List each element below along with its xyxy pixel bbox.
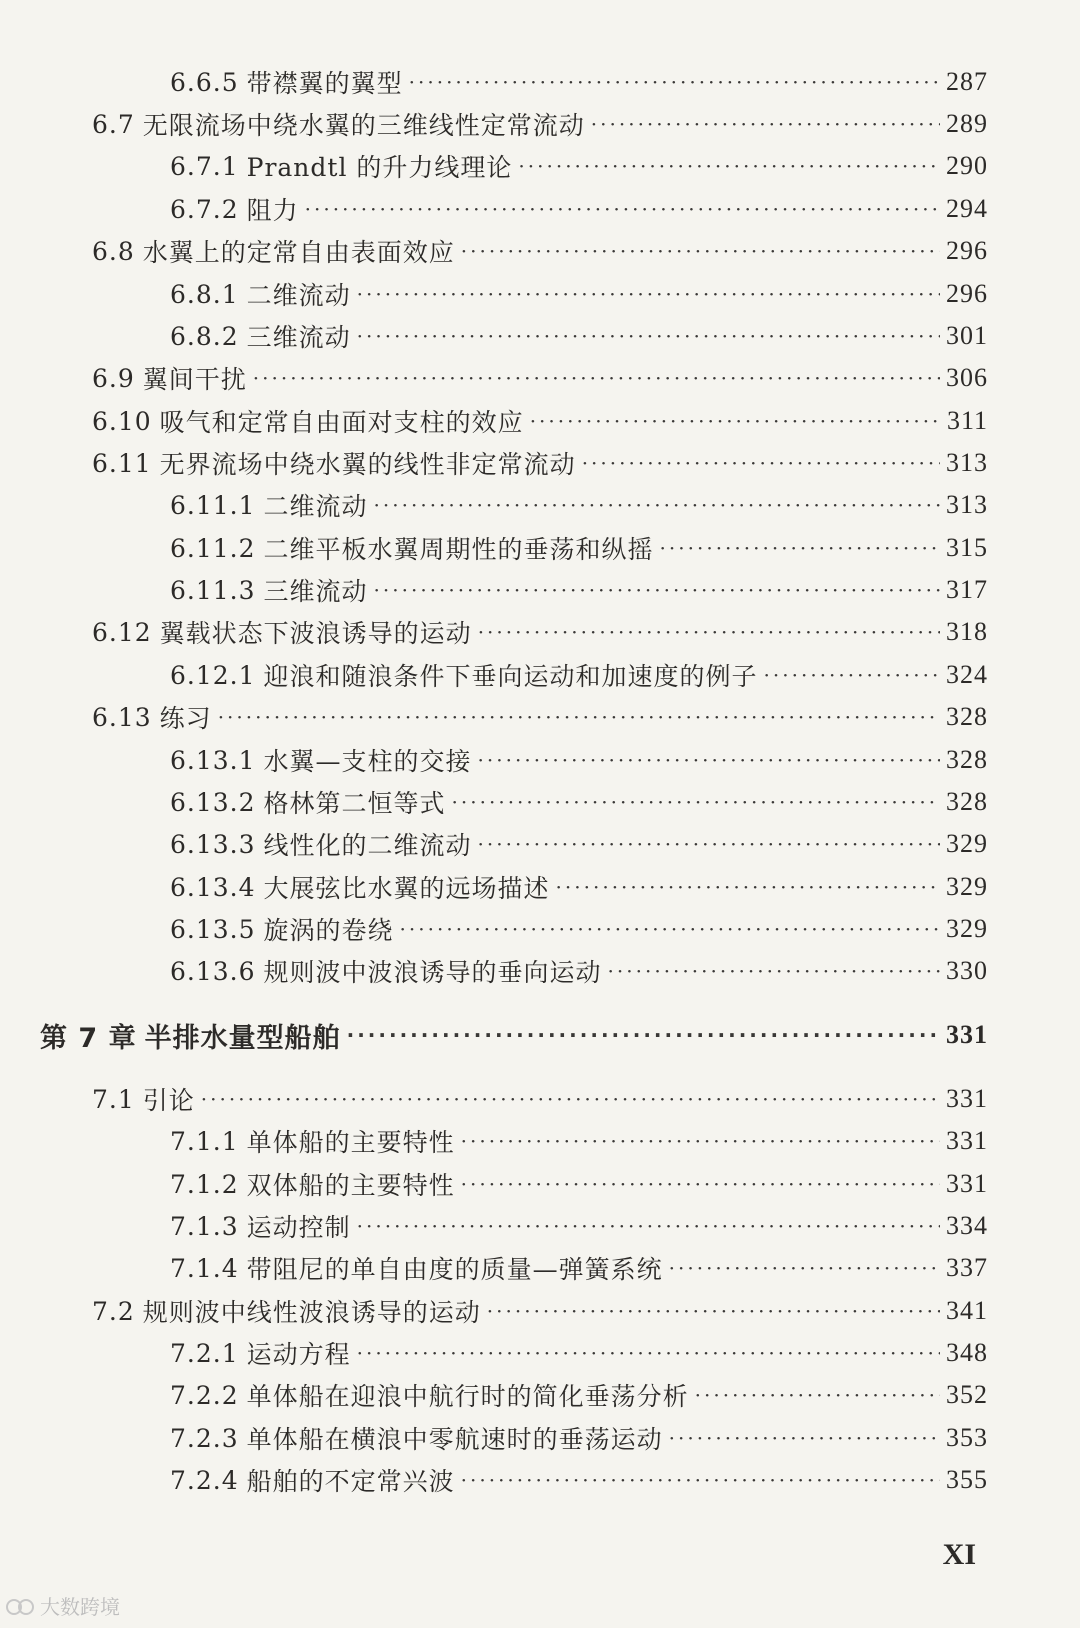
watermark-text: 大数跨境: [40, 1595, 120, 1619]
toc-entry-page: 306: [946, 363, 988, 392]
toc-leader-dots: [669, 1418, 940, 1458]
toc-entry-page: 318: [946, 617, 988, 646]
toc-entry-title: 规则波中线性波浪诱导的运动: [142, 1298, 481, 1327]
toc-leader-dots: [305, 189, 940, 229]
toc-entry-page: 355: [946, 1465, 988, 1494]
toc-entry: [170, 1460, 988, 1500]
toc-entry-title: 无限流场中绕水翼的三维线性定常流动: [142, 111, 585, 140]
toc-entry-page: 287: [946, 67, 988, 96]
toc-entry-number: 7.2: [92, 1296, 135, 1326]
toc-entry: [92, 1079, 988, 1119]
toc-entry-page: 324: [946, 660, 988, 689]
toc-entry: [170, 62, 988, 102]
toc-entry-title: 格林第二恒等式: [263, 789, 446, 818]
toc-entry: [170, 146, 988, 186]
toc-entry-title: 运动方程: [246, 1340, 351, 1369]
toc-entry-page: 329: [946, 829, 988, 858]
toc-entry: [92, 104, 988, 144]
toc-entry-page: 313: [946, 448, 988, 477]
toc-entry-page: 315: [946, 533, 988, 562]
toc-entry: [170, 485, 988, 525]
toc-entry-number: 7.2.1: [170, 1338, 239, 1368]
toc-entry-page: 296: [946, 236, 988, 265]
toc-entry-title: 船舶的不定常兴波: [246, 1467, 455, 1496]
toc-leader-dots: [478, 824, 940, 864]
toc-entry: [40, 1015, 988, 1055]
toc-entry-title: 旋涡的卷绕: [263, 916, 394, 945]
toc-leader-dots: [591, 104, 940, 144]
toc-entry-number: 6.13.6: [170, 956, 256, 986]
toc-entry: [170, 189, 988, 229]
toc-entry-number: 6.13: [92, 702, 152, 732]
toc-entry: [170, 1375, 988, 1415]
toc-entry-page: 331: [946, 1126, 988, 1155]
toc-entry: [170, 1164, 988, 1204]
toc-entry-title: 大展弦比水翼的远场描述: [263, 874, 550, 903]
toc-entry-title: 二维流动: [246, 281, 351, 310]
toc-entry-number: 6.7.1: [170, 151, 239, 181]
toc-entry: [170, 909, 988, 949]
toc-entry-number: 6.12: [92, 617, 152, 647]
toc-entry-number: 7.2.3: [170, 1423, 239, 1453]
toc-entry: [92, 697, 988, 737]
toc-entry: [92, 231, 988, 271]
toc-leader-dots: [461, 1121, 940, 1161]
toc-entry-page: 301: [946, 321, 988, 350]
toc-entry: [170, 274, 988, 314]
toc-entry-number: 6.6.5: [170, 67, 239, 97]
toc-leader-dots: [556, 867, 940, 907]
toc-entry: [170, 1206, 988, 1246]
toc-entry-number: 6.7: [92, 109, 135, 139]
watermark: [6, 1591, 120, 1620]
toc-entry-number: 6.8.1: [170, 279, 239, 309]
toc-leader-dots: [357, 1333, 940, 1373]
toc-leader-dots: [461, 1460, 940, 1500]
toc-entry-title: 单体船的主要特性: [246, 1128, 455, 1157]
toc-entry: [170, 655, 988, 695]
toc-entry: [170, 867, 988, 907]
toc-entry-number: 6.11: [92, 448, 152, 478]
toc-entry-number: 7.1.1: [170, 1126, 239, 1156]
toc-leader-dots: [669, 1248, 940, 1288]
toc-entry-title: 翼间干扰: [142, 365, 247, 394]
toc-entry-page: 329: [946, 872, 988, 901]
toc-entry-number: 6.11.2: [170, 533, 256, 563]
toc-entry: [92, 443, 988, 483]
toc-entry-title: 单体船在迎浪中航行时的简化垂荡分析: [246, 1382, 689, 1411]
toc-entry-page: 290: [946, 151, 988, 180]
toc-entry-number: 6.8.2: [170, 321, 239, 351]
toc-entry-number: 7.1.2: [170, 1169, 239, 1199]
toc-entry-page: 313: [946, 490, 988, 519]
toc-entry-number: 第 7 章: [40, 1022, 137, 1054]
toc-entry-title: 迎浪和随浪条件下垂向运动和加速度的例子: [263, 662, 758, 691]
toc-entry: [92, 358, 988, 398]
toc-leader-dots: [518, 146, 940, 186]
toc-entry-number: 6.8: [92, 236, 135, 266]
toc-entry-number: 7.1.4: [170, 1253, 239, 1283]
toc-entry-number: 6.11.3: [170, 575, 256, 605]
toc-entry-title: 运动控制: [246, 1213, 351, 1242]
toc-entry-page: 289: [946, 109, 988, 138]
toc-entry-title: 阻力: [246, 196, 299, 225]
toc-leader-dots: [530, 401, 941, 441]
toc-entry-page: 317: [946, 575, 988, 604]
toc-leader-dots: [218, 697, 940, 737]
toc-entry-title: 半排水量型船舶: [144, 1022, 341, 1054]
toc-entry-number: 6.10: [92, 406, 152, 436]
toc-entry-title: 单体船在横浪中零航速时的垂荡运动: [246, 1425, 663, 1454]
toc-entry-title: Prandtl 的升力线理论: [246, 153, 513, 182]
toc-entry-number: 7.1.3: [170, 1211, 239, 1241]
toc-entry: [92, 1291, 988, 1331]
toc-entry-page: 348: [946, 1338, 988, 1367]
toc-entry: [170, 316, 988, 356]
toc-leader-dots: [478, 612, 940, 652]
toc-entry: [170, 1121, 988, 1161]
toc-leader-dots: [357, 274, 940, 314]
toc-entry-page: 337: [946, 1253, 988, 1282]
toc-leader-dots: [582, 443, 940, 483]
toc-leader-dots: [374, 485, 940, 525]
toc-entry-title: 无界流场中绕水翼的线性非定常流动: [159, 450, 576, 479]
toc-entry-title: 二维流动: [263, 492, 368, 521]
toc-entry-number: 6.13.4: [170, 872, 256, 902]
toc-entry-title: 翼载状态下波浪诱导的运动: [159, 619, 472, 648]
toc-entry-number: 7.1: [92, 1084, 135, 1114]
toc-entry-page: 341: [946, 1296, 988, 1325]
toc-entry-number: 7.2.2: [170, 1380, 239, 1410]
toc-entry-number: 6.7.2: [170, 194, 239, 224]
toc-leader-dots: [409, 62, 940, 102]
toc-entry: [170, 528, 988, 568]
toc-entry-title: 带阻尼的单自由度的质量—弹簧系统: [246, 1255, 663, 1284]
toc-entry-page: 294: [946, 194, 988, 223]
toc-entry-title: 引论: [142, 1086, 195, 1115]
toc-entry-title: 吸气和定常自由面对支柱的效应: [159, 408, 524, 437]
toc-leader-dots: [201, 1079, 940, 1119]
toc-entry-number: 6.13.3: [170, 829, 256, 859]
toc-entry-number: 6.13.2: [170, 787, 256, 817]
page-number-footer: XI: [942, 1538, 976, 1571]
toc-entry-title: 三维流动: [246, 323, 351, 352]
toc-leader-dots: [452, 782, 940, 822]
toc-leader-dots: [347, 1015, 940, 1055]
toc-leader-dots: [461, 1164, 940, 1204]
toc-leader-dots: [478, 740, 940, 780]
toc-entry-title: 双体船的主要特性: [246, 1171, 455, 1200]
toc-entry-page: 329: [946, 914, 988, 943]
toc-entry-page: 311: [946, 406, 988, 435]
toc-entry-page: 331: [946, 1169, 988, 1198]
toc-entry-page: 328: [946, 702, 988, 731]
toc-leader-dots: [461, 231, 940, 271]
toc-entry-title: 二维平板水翼周期性的垂荡和纵摇: [263, 535, 654, 564]
toc-leader-dots: [764, 655, 940, 695]
toc-entry-number: 6.11.1: [170, 490, 256, 520]
toc-entry-title: 带襟翼的翼型: [246, 69, 403, 98]
toc-entry-page: 328: [946, 745, 988, 774]
toc-entry-page: 296: [946, 279, 988, 308]
toc-leader-dots: [660, 528, 940, 568]
toc-entry-title: 三维流动: [263, 577, 368, 606]
toc-entry: [170, 1418, 988, 1458]
toc-entry-number: 6.13.1: [170, 745, 256, 775]
toc-entry-title: 水翼—支柱的交接: [263, 747, 472, 776]
toc-entry-page: 328: [946, 787, 988, 816]
toc-entry: [170, 1248, 988, 1288]
toc-entry-title: 线性化的二维流动: [263, 831, 472, 860]
toc-entry: [170, 824, 988, 864]
toc-entry-number: 6.12.1: [170, 660, 256, 690]
toc-entry-page: 353: [946, 1423, 988, 1452]
toc-leader-dots: [253, 358, 940, 398]
toc-entry-page: 352: [946, 1380, 988, 1409]
toc-entry-page: 331: [946, 1084, 988, 1113]
toc-leader-dots: [374, 570, 940, 610]
toc-leader-dots: [608, 951, 940, 991]
toc-entry-page: 331: [946, 1020, 988, 1049]
toc-leader-dots: [357, 316, 940, 356]
toc-entry-number: 7.2.4: [170, 1465, 239, 1495]
toc-leader-dots: [400, 909, 940, 949]
toc-entry: [92, 401, 988, 441]
toc-entry-title: 练习: [159, 704, 212, 733]
toc-entry: [170, 740, 988, 780]
toc-leader-dots: [357, 1206, 940, 1246]
toc-entry-number: 6.13.5: [170, 914, 256, 944]
toc-entry-title: 规则波中波浪诱导的垂向运动: [263, 958, 602, 987]
toc-entry: [92, 612, 988, 652]
toc-entry: [170, 1333, 988, 1373]
toc-entry: [170, 570, 988, 610]
toc-entry: [170, 951, 988, 991]
toc-entry: [170, 782, 988, 822]
toc-leader-dots: [487, 1291, 940, 1331]
toc-entry-page: 334: [946, 1211, 988, 1240]
toc-entry-page: 330: [946, 956, 988, 985]
toc-entry-title: 水翼上的定常自由表面效应: [142, 238, 455, 267]
watermark-logo-icon: [6, 1597, 36, 1615]
toc-entry-number: 6.9: [92, 363, 135, 393]
toc-leader-dots: [695, 1375, 940, 1415]
